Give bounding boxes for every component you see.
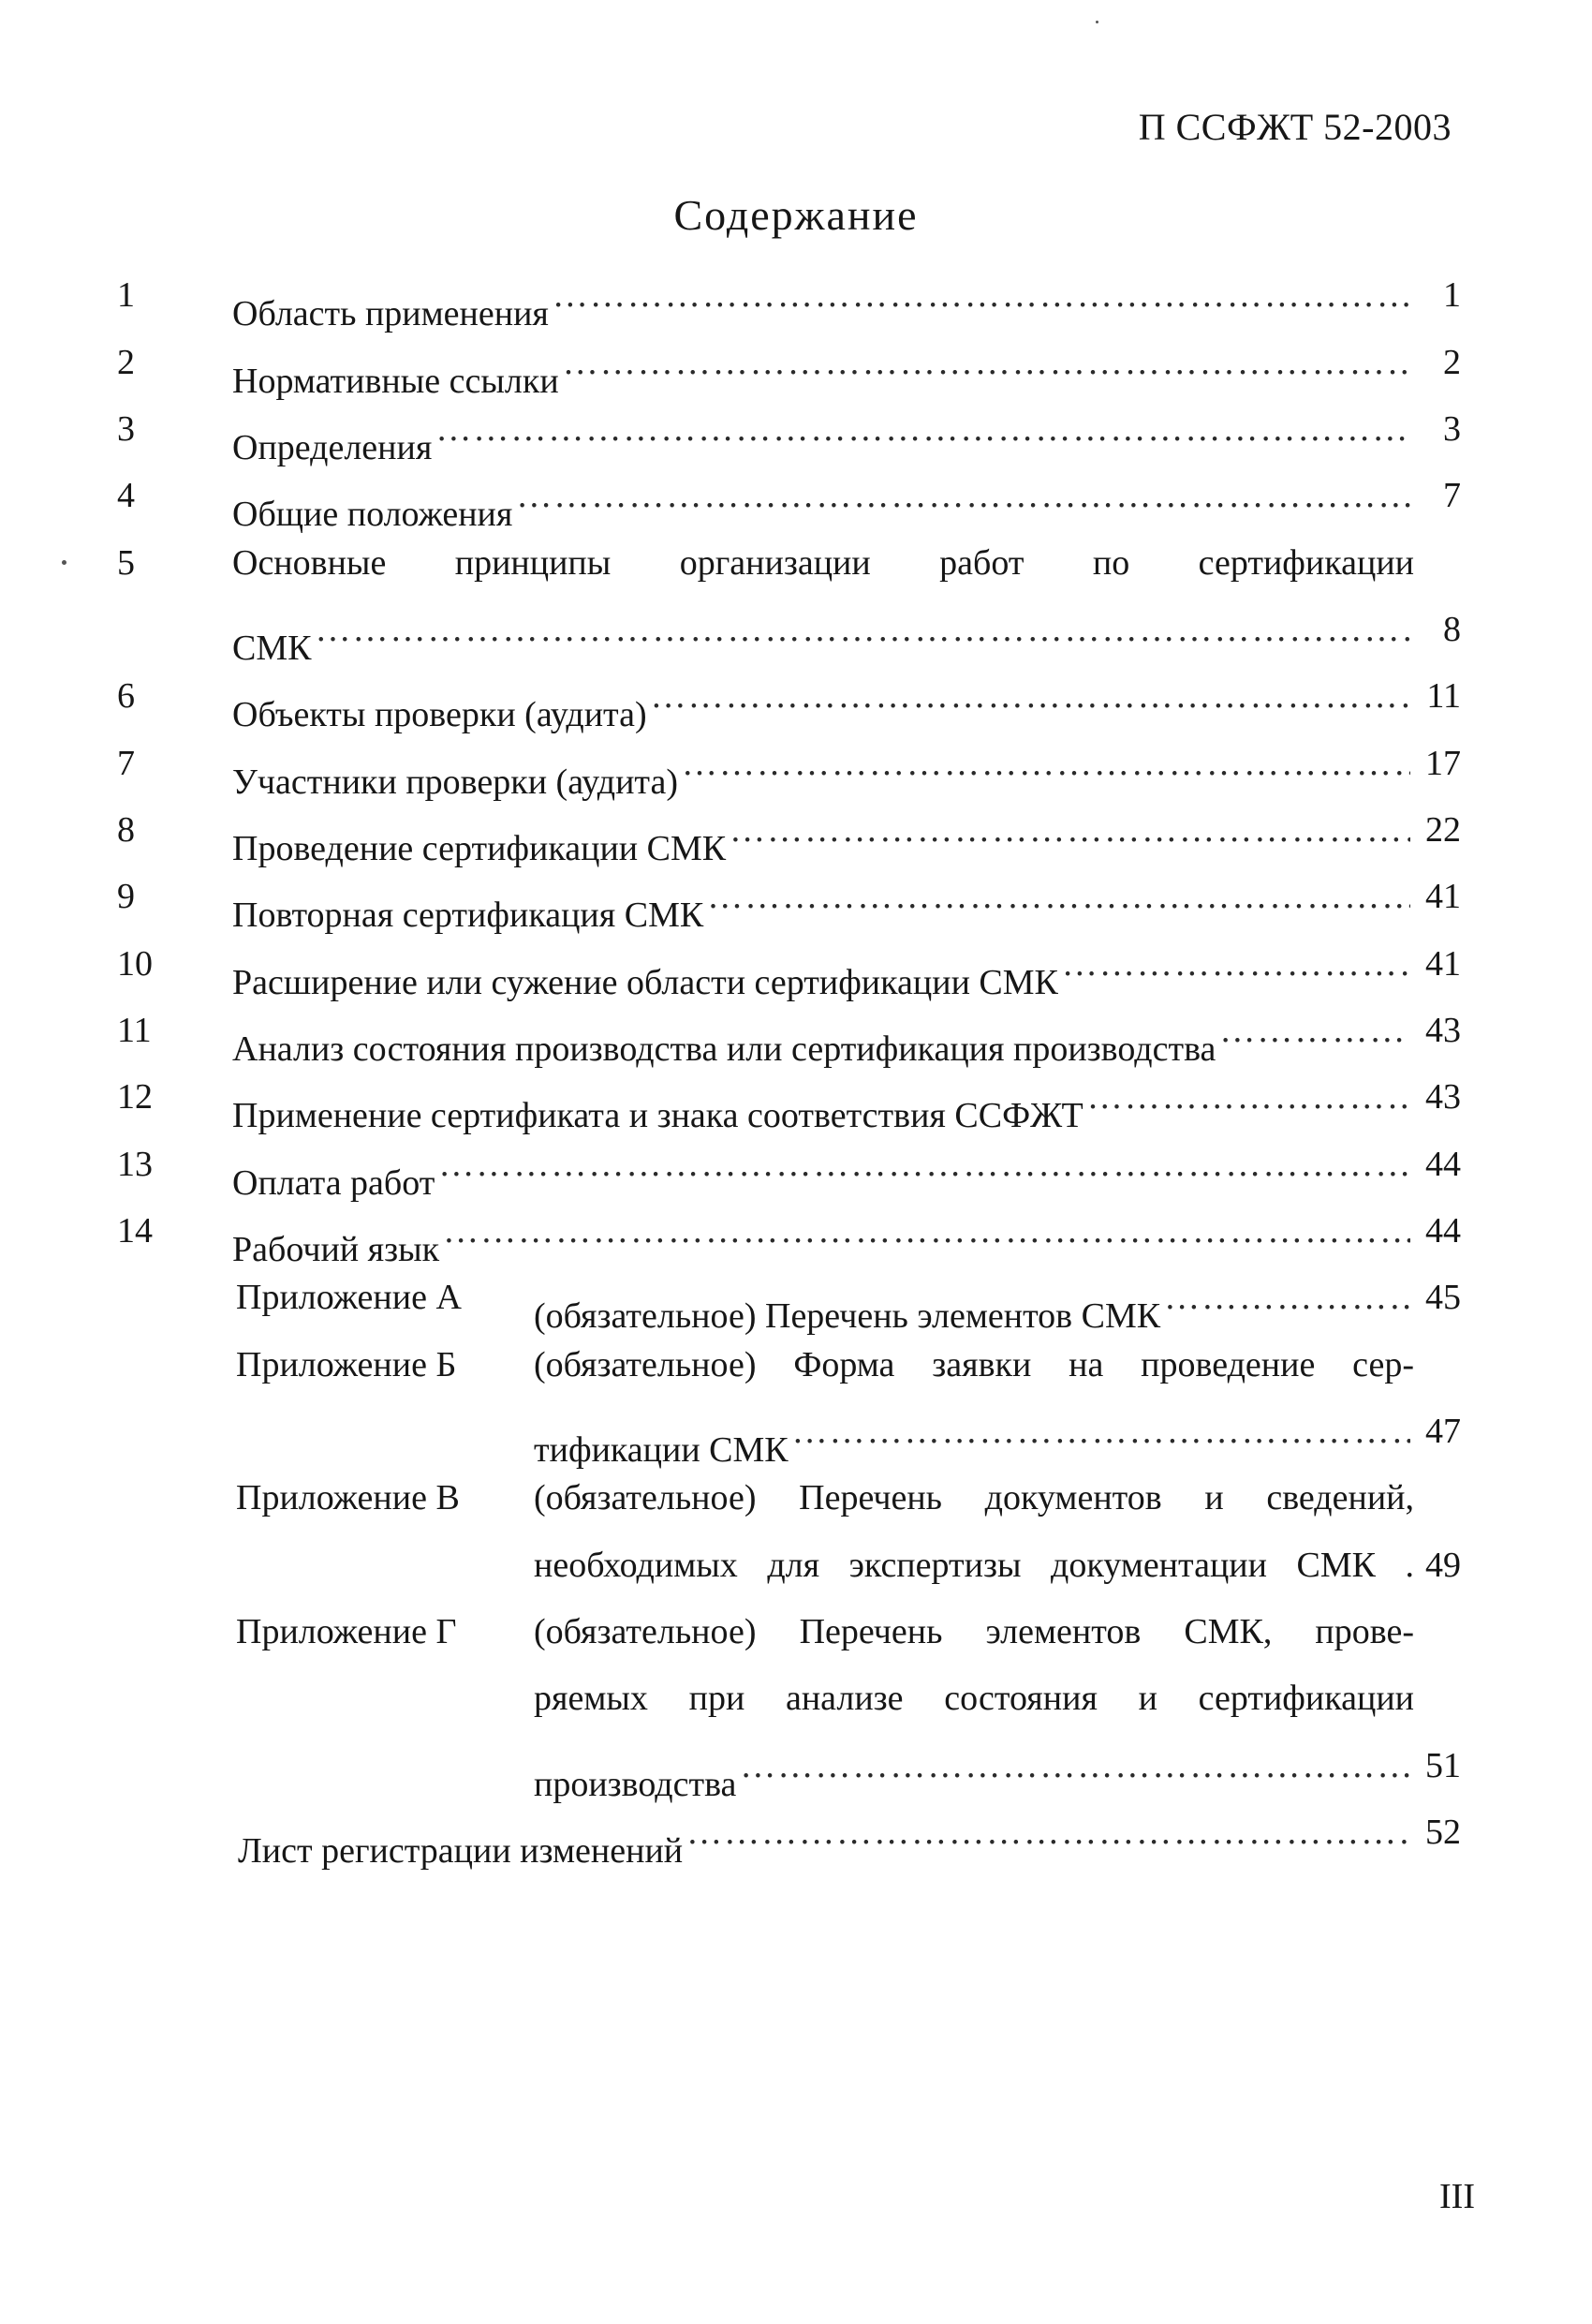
dot-leader — [516, 466, 1410, 525]
toc-entry-page: 44 — [1425, 1145, 1461, 1184]
toc-entry-title: Оплата работ — [232, 1163, 435, 1203]
appendix-title-line3: производства — [534, 1765, 737, 1804]
appendix-page: 47 — [1425, 1412, 1461, 1451]
toc-entry-number: 7 — [117, 744, 135, 783]
toc-entry-page: 8 — [1443, 610, 1461, 649]
toc-title: Содержание — [673, 191, 919, 239]
toc-entry-title: Повторная сертификация СМК — [232, 896, 704, 935]
toc-entry-number: 11 — [117, 1011, 152, 1050]
dot-leader — [435, 399, 1410, 459]
toc-entry-title: Область применения — [232, 294, 549, 333]
appendix-page: 45 — [1425, 1278, 1461, 1317]
dot-leader — [1087, 1067, 1410, 1127]
toc-entry-page: 44 — [1425, 1211, 1461, 1251]
appendix-label: Приложение В — [236, 1478, 460, 1517]
toc-entry-page: 41 — [1425, 944, 1461, 984]
toc-entry-number: 2 — [117, 343, 135, 382]
toc-entry-title: Общие положения — [232, 495, 513, 534]
toc-entry-page: 22 — [1425, 810, 1461, 850]
toc-entry-title: Нормативные ссылки — [232, 362, 559, 401]
dot-leader — [651, 666, 1410, 726]
toc-entry-number: 14 — [117, 1211, 153, 1251]
toc-entry-page: 1 — [1443, 275, 1461, 315]
toc-entry-number: 5 — [117, 543, 135, 583]
dot-leader — [707, 866, 1410, 926]
appendix-title-line1: (обязательное) Форма заявки на проведение сер- — [534, 1345, 1414, 1384]
appendix-title-line2: тификации СМК — [534, 1430, 789, 1470]
change-sheet-page: 52 — [1425, 1813, 1461, 1852]
toc-entry-page: 43 — [1425, 1077, 1461, 1117]
dot-leader — [563, 333, 1410, 392]
toc-entry-page: 41 — [1425, 877, 1461, 916]
toc-entry-title: Расширение или сужение области сертификации СМК — [232, 963, 1058, 1002]
appendix-label: Приложение Б — [236, 1345, 457, 1384]
toc-entry-number: 9 — [117, 877, 135, 916]
toc-entry-page: 11 — [1426, 676, 1461, 716]
toc-entry-title: Объекты проверки (аудита) — [232, 695, 647, 734]
dot-leader — [1062, 934, 1410, 994]
appendix-title-line1: (обязательное) Перечень элементов СМК, прове- — [534, 1612, 1414, 1651]
toc-entry-number: 6 — [117, 676, 135, 716]
toc-entry-title: Рабочий язык — [232, 1230, 440, 1269]
dot-leader — [1164, 1267, 1410, 1327]
appendix-title-line1: (обязательное) Перечень документов и сведений, — [534, 1478, 1414, 1517]
toc-entry-number: 3 — [117, 409, 135, 449]
appendix-page: 49 — [1425, 1546, 1461, 1585]
appendix-title-line2: необходимых для экспертизы документации СМК . — [534, 1546, 1414, 1585]
dot-leader — [792, 1401, 1410, 1461]
toc-entry-number: 12 — [117, 1077, 153, 1117]
change-sheet-title: Лист регистрации изменений — [238, 1831, 684, 1871]
appendix-label: Приложение Г — [236, 1612, 457, 1651]
toc-entry-page: 7 — [1443, 476, 1461, 515]
dot-leader — [740, 1736, 1410, 1796]
document-code: П ССФЖТ 52-2003 — [1138, 106, 1452, 148]
toc-entry-number: 1 — [117, 275, 135, 315]
toc-entry-title: Применение сертификата и знака соответствия ССФЖТ — [232, 1096, 1083, 1135]
toc-entry-title: Участники проверки (аудита) — [232, 762, 679, 802]
dot-leader — [1219, 1000, 1410, 1060]
toc-entry-number: 10 — [117, 944, 153, 984]
toc-entry-title-line1: Основные принципы организации работ по сертификации — [232, 543, 1414, 583]
toc-entry-page: 43 — [1425, 1011, 1461, 1050]
toc-entry-page: 2 — [1443, 343, 1461, 382]
toc-entry-number: 8 — [117, 810, 135, 850]
dot-leader — [686, 1802, 1410, 1862]
change-sheet-row — [238, 1802, 1414, 1881]
appendix-title: (обязательное) Перечень элементов СМК — [534, 1296, 1161, 1336]
toc-entry-title: Анализ состояния производства или сертификация производства — [232, 1029, 1216, 1069]
dot-leader — [730, 800, 1410, 860]
dot-leader — [315, 600, 1410, 659]
appendix-page: 51 — [1425, 1746, 1461, 1785]
toc-entry-number: 4 — [117, 476, 135, 515]
scan-speck — [1096, 21, 1098, 23]
toc-entry-number: 13 — [117, 1145, 153, 1184]
dot-leader — [438, 1134, 1410, 1194]
toc-entry-page: 17 — [1425, 744, 1461, 783]
toc-entry-page: 3 — [1443, 409, 1461, 449]
dot-leader — [443, 1201, 1410, 1261]
dot-leader — [553, 265, 1410, 325]
toc-entry-title: Проведение сертификации СМК — [232, 829, 727, 868]
toc-entry-title-line2: СМК — [232, 629, 312, 668]
appendix-label: Приложение А — [236, 1278, 462, 1317]
page-number: III — [1439, 2177, 1475, 2216]
scan-speck — [62, 560, 66, 565]
dot-leader — [682, 733, 1410, 793]
appendix-title-line2: ряемых при анализе состояния и сертификации — [534, 1679, 1414, 1718]
toc-entry-title: Определения — [232, 428, 433, 467]
